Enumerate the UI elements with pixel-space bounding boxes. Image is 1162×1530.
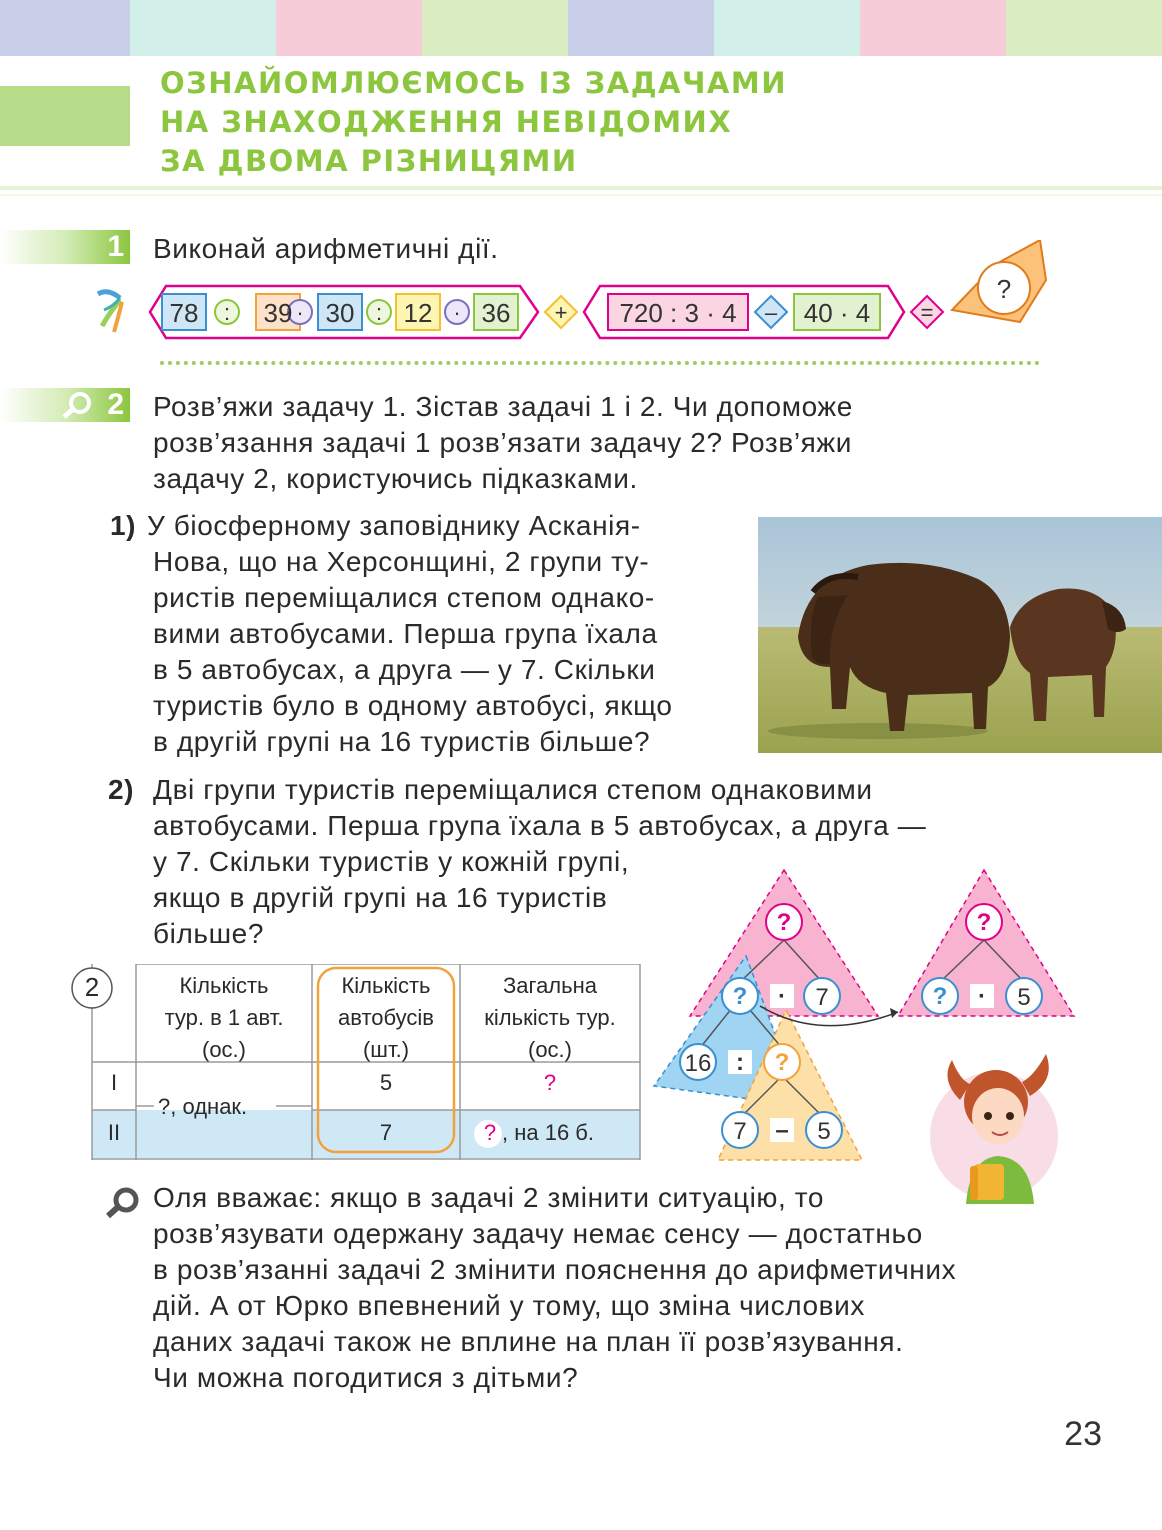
equals-sign: =	[920, 300, 934, 325]
text-line: в другій групі на 16 туристів більше?	[153, 726, 651, 757]
header-line: (шт.)	[362, 1037, 410, 1062]
top-color-strip	[0, 0, 1162, 56]
text-line: задачу 2, користуючись підказками.	[153, 463, 638, 494]
node-operator: ·	[778, 983, 786, 1010]
task-number: 2	[107, 388, 124, 421]
chain-number: 78	[169, 298, 199, 328]
row-1-total: ?	[543, 1070, 557, 1095]
node-operator: –	[775, 1117, 789, 1144]
node-operator: ·	[978, 983, 986, 1010]
text-line: ристів переміщалися степом однако-	[153, 582, 655, 613]
header-line: тур. в 1 авт.	[164, 1005, 284, 1030]
result-question: ?	[996, 274, 1012, 304]
node-value: 16	[684, 1050, 712, 1077]
problem-table	[70, 964, 642, 1162]
text-line: автобусами. Перша група їхала в 5 автобусах, а друга —	[153, 810, 927, 841]
task-1-text: Виконай арифметичні дії.	[153, 233, 499, 264]
node-question: ?	[776, 909, 792, 936]
chain-operator: :	[223, 300, 231, 325]
chain-expression: 720 : 3 · 4	[619, 298, 737, 328]
node-value: 5	[817, 1118, 831, 1145]
header-line: Загальна	[503, 973, 597, 998]
text-line: У біосферному заповіднику Асканія-	[147, 510, 641, 541]
ribbon-icon	[98, 292, 122, 332]
problem-2-label: 2)	[108, 774, 135, 805]
magnifier-icon	[60, 391, 94, 424]
chain-number: 39	[263, 298, 293, 328]
text-line: туристів було в одному автобусі, якщо	[153, 690, 673, 721]
text-line: якщо в другій групі на 16 туристів	[153, 882, 608, 913]
magnifier-icon	[104, 1186, 142, 1225]
task-2-marker	[0, 388, 130, 422]
title-line: ЗА ДВОМА РІЗНИЦЯМИ	[160, 144, 578, 178]
text-line: більше?	[153, 918, 264, 949]
chain-number: 36	[481, 298, 511, 328]
text-line: вими автобусами. Перша група їхала	[153, 618, 658, 649]
page-title	[160, 64, 787, 181]
text-line: в 5 автобусах, а друга — у 7. Скільки	[153, 654, 656, 685]
row-2-buses: 7	[379, 1120, 393, 1145]
node-question: ?	[732, 983, 748, 1010]
text-line: в розв’язанні задачі 2 змінити пояснення до арифметичних	[153, 1254, 957, 1285]
node-question: ?	[774, 1049, 790, 1076]
row-2-name: II	[107, 1120, 121, 1145]
plus-sign: +	[554, 300, 568, 325]
page-number: 23	[1064, 1415, 1102, 1453]
table-label: 2	[84, 972, 100, 1002]
text-line: даних задачі також не вплине на план її розв’язування.	[153, 1326, 904, 1357]
node-question: ?	[976, 909, 992, 936]
header-line: (ос.)	[528, 1037, 572, 1062]
header-line: Кількість	[341, 973, 431, 998]
task-2-intro	[153, 389, 853, 497]
bison-photo	[758, 517, 1162, 753]
text-line: розв’язувати одержану задачу немає сенсу — достатньо	[153, 1218, 923, 1249]
node-operator: :	[736, 1049, 744, 1076]
text-line: Оля вважає: якщо в задачі 2 змінити ситуацію, то	[153, 1182, 825, 1213]
row-2-total-question: ?	[483, 1120, 497, 1145]
header-col-3	[460, 970, 640, 1066]
node-value: 7	[733, 1118, 747, 1145]
title-line: НА ЗНАХОДЖЕННЯ НЕВІДОМИХ	[160, 105, 733, 139]
header-col-2	[312, 970, 460, 1066]
row-1-buses: 5	[379, 1070, 393, 1095]
text-line: Дві групи туристів переміщалися степом однаковими	[153, 774, 873, 805]
header-col-1	[136, 970, 312, 1066]
task-number: 1	[107, 230, 124, 263]
title-divider	[0, 186, 1162, 190]
title-divider-light	[0, 194, 1162, 196]
text-line: у 7. Скільки туристів у кожній групі,	[153, 846, 630, 877]
arithmetic-chain	[90, 240, 1060, 360]
header-line: Кількість	[179, 973, 269, 998]
section-divider	[160, 361, 1040, 365]
text-line: Нова, що на Херсонщині, 2 групи ту-	[153, 546, 650, 577]
text-line: розв’язання задачі 1 розв’язати задачу 2? Розв’яжи	[153, 427, 852, 458]
chain-operator: ·	[453, 300, 461, 325]
chain-number: 30	[325, 298, 355, 328]
node-value: 7	[815, 984, 829, 1011]
text-line: Чи можна погодитися з дітьми?	[153, 1362, 579, 1393]
text-line: дій. А от Юрко впевнений у тому, що зміна числових	[153, 1290, 865, 1321]
row-1-name: I	[110, 1070, 118, 1095]
node-question: ?	[932, 983, 948, 1010]
minus-sign: –	[764, 300, 778, 325]
title-accent-bar	[0, 86, 130, 146]
problem-1-text	[147, 508, 673, 760]
header-line: автобусів	[338, 1005, 434, 1030]
chain-operator: :	[375, 300, 383, 325]
chain-term: 40 · 4	[803, 298, 871, 328]
title-line: ОЗНАЙОМЛЮЄМОСЬ ІЗ ЗАДАЧАМИ	[160, 66, 787, 100]
shared-value: ?, однак.	[158, 1094, 248, 1119]
discussion-note	[153, 1180, 956, 1396]
header-line: кількість тур.	[484, 1005, 616, 1030]
row-2-total-suffix: , на 16 б.	[502, 1120, 595, 1145]
text-line: Розв’яжи задачу 1. Зістав задачі 1 і 2. Чи допоможе	[153, 391, 853, 422]
chain-number: 12	[403, 298, 433, 328]
header-line: (ос.)	[202, 1037, 246, 1062]
chain-operator: ·	[296, 300, 304, 325]
node-value: 5	[1017, 984, 1031, 1011]
problem-1-label: 1)	[110, 510, 137, 541]
